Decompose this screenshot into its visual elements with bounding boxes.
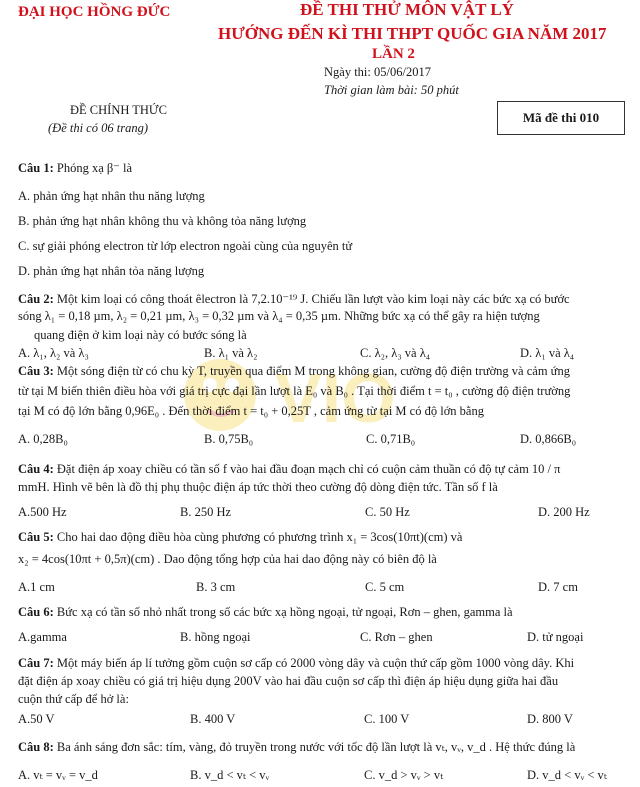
question-text: Đặt điện áp xoay chiều có tần số f vào hai đầu đoạn mạch chỉ có cuộn cảm thuần có độ tự cảm 10 / π <box>56 462 561 476</box>
question-label: Câu 5: <box>18 530 54 544</box>
q2-line-3: quang điện ở kim loại này có bước sóng là <box>34 328 247 342</box>
q4-option-d[interactable]: D. 200 Hz <box>538 505 590 519</box>
q7-line-3: cuộn thứ cấp để hở là: <box>18 692 129 706</box>
q5-option-d[interactable]: D. 7 cm <box>538 580 578 594</box>
q7-option-d[interactable]: D. 800 V <box>527 712 573 726</box>
q3-option-d[interactable]: D. 0,866B₀ <box>520 432 577 446</box>
q6-option-a[interactable]: A.gamma <box>18 630 67 644</box>
q8-option-b[interactable]: B. v_d < vₜ < vᵥ <box>190 768 270 782</box>
q2-line-2: sóng λ₁ = 0,18 µm, λ₂ = 0,21 µm, λ₃ = 0,32 µm và λ₄ = 0,35 µm. Những bức xạ có thể gây ra hiện tượng <box>18 309 540 323</box>
question-label: Câu 7: <box>18 656 54 670</box>
question-label: Câu 4: <box>18 462 54 476</box>
question-3 <box>18 364 570 379</box>
question-5 <box>18 530 462 545</box>
school-name: ĐẠI HỌC HỒNG ĐỨC <box>18 4 171 20</box>
question-label: Câu 6: <box>18 605 54 619</box>
question-4 <box>18 462 560 477</box>
q3-option-c[interactable]: C. 0,71B₀ <box>366 432 416 446</box>
question-text: Bức xạ có tần số nhỏ nhất trong số các bức xạ hồng ngoại, tử ngoại, Rơn – ghen, gamma là <box>56 605 513 619</box>
q8-option-a[interactable]: A. vₜ = vᵥ = v_d <box>18 768 98 782</box>
q2-option-c[interactable]: C. λ₂, λ₃ và λ₄ <box>360 346 431 360</box>
q4-option-b[interactable]: B. 250 Hz <box>180 505 232 519</box>
q6-option-b[interactable]: B. hồng ngoại <box>180 630 251 644</box>
exam-title: ĐỀ THI THỬ MÔN VẬT LÝ <box>300 0 514 19</box>
question-2 <box>18 291 570 307</box>
q6-option-d[interactable]: D. tử ngoại <box>527 630 584 644</box>
q3-line-3: tại M có độ lớn bằng 0,96E₀ . Đến thời điểm t = t₀ + 0,25T , cảm ứng từ tại M có độ lớn bằng <box>18 404 484 418</box>
exam-round: LẦN 2 <box>372 46 415 62</box>
q3-option-a[interactable]: A. 0,28B₀ <box>18 432 68 446</box>
exam-date: Ngày thi: 05/06/2017 <box>324 65 431 79</box>
q4-line-2: mmH. Hình vẽ bên là đồ thị phụ thuộc điện áp tức thời theo cường độ dòng điện tức. Tần số f là <box>18 480 498 494</box>
question-7 <box>18 656 574 671</box>
question-8 <box>18 739 575 755</box>
question-text: Một sóng điện từ có chu kỳ T, truyền qua điểm M trong không gian, cường độ điện trường và cảm ứng <box>56 364 570 378</box>
q5-option-b[interactable]: B. 3 cm <box>196 580 236 594</box>
q5-option-c[interactable]: C. 5 cm <box>365 580 405 594</box>
watermark-text: VIO <box>275 359 396 437</box>
question-text: Một kim loại có công thoát êlectron là 7,2.10⁻¹⁹ J. Chiếu lần lượt vào kim loại này các bức xạ có bước <box>56 292 570 306</box>
page-count: (Đề thi có 06 trang) <box>48 121 148 135</box>
official-label: ĐỀ CHÍNH THỨC <box>70 103 167 117</box>
exam-duration: Thời gian làm bài: 50 phút <box>324 83 459 97</box>
q1-option-c[interactable]: C. sự giải phóng electron từ lớp electron ngoài cùng của nguyên tử <box>18 239 353 253</box>
q7-option-b[interactable]: B. 400 V <box>190 712 236 726</box>
exam-code-box: Mã đề thi 010 <box>497 101 625 135</box>
q3-option-b[interactable]: B. 0,75B₀ <box>204 432 254 446</box>
question-text: Cho hai dao động điều hòa cùng phương có phương trình x₁ = 3cos(10πt)(cm) và <box>56 530 463 544</box>
exam-subtitle: HƯỚNG ĐẾN KÌ THI THPT QUỐC GIA NĂM 2017 <box>218 24 607 43</box>
question-6 <box>18 605 513 620</box>
question-label: Câu 2: <box>18 292 54 306</box>
q4-option-c[interactable]: C. 50 Hz <box>365 505 410 519</box>
q7-line-2: đặt điện áp xoay chiều có giá trị hiệu dụng 200V vào hai đầu cuộn sơ cấp thì điện áp hiệu dụng giữa hai đầu <box>18 674 559 688</box>
q6-option-c[interactable]: C. Rơn – ghen <box>360 630 433 644</box>
q7-option-c[interactable]: C. 100 V <box>364 712 410 726</box>
question-1 <box>18 160 132 176</box>
q5-line-2: x₂ = 4cos(10πt + 0,5π)(cm) . Dao động tổng hợp của hai dao động này có biên độ là <box>18 552 437 566</box>
q1-option-a[interactable]: A. phản ứng hạt nhân thu năng lượng <box>18 189 205 203</box>
question-label: Câu 3: <box>18 364 54 378</box>
q2-option-b[interactable]: B. λ₁ và λ₂ <box>204 346 258 360</box>
q2-option-d[interactable]: D. λ₁ và λ₄ <box>520 346 575 360</box>
q5-option-a[interactable]: A.1 cm <box>18 580 55 594</box>
q4-option-a[interactable]: A.500 Hz <box>18 505 67 519</box>
question-text: Ba ánh sáng đơn sắc: tím, vàng, đỏ truyền trong nước với tốc độ lần lượt là vₜ, vᵥ, v_d . Hệ thức đúng là <box>56 740 576 754</box>
question-label: Câu 1: <box>18 161 54 175</box>
q8-option-c[interactable]: C. v_d > vᵥ > vₜ <box>364 768 444 782</box>
q7-option-a[interactable]: A.50 V <box>18 712 55 726</box>
question-text: Phóng xạ β⁻ là <box>56 161 133 175</box>
question-label: Câu 8: <box>18 740 54 754</box>
q1-option-d[interactable]: D. phản ứng hạt nhân tỏa năng lượng <box>18 264 205 278</box>
q1-option-b[interactable]: B. phản ứng hạt nhân không thu và không tỏa năng lượng <box>18 214 307 228</box>
q2-option-a[interactable]: A. λ₁, λ₂ và λ₃ <box>18 346 89 360</box>
q8-option-d[interactable]: D. v_d < vᵥ < vₜ <box>527 768 607 782</box>
question-text: Một máy biến áp lí tưởng gồm cuộn sơ cấp có 2000 vòng dây và cuộn thứ cấp gồm 1000 vòng dây. Khi <box>56 656 575 670</box>
q3-line-2: từ tại M biến thiên điều hòa với giá trị cực đại lần lượt là E₀ và B₀ . Tại thời điểm t = t₀ , cường độ điện trường <box>18 384 571 398</box>
